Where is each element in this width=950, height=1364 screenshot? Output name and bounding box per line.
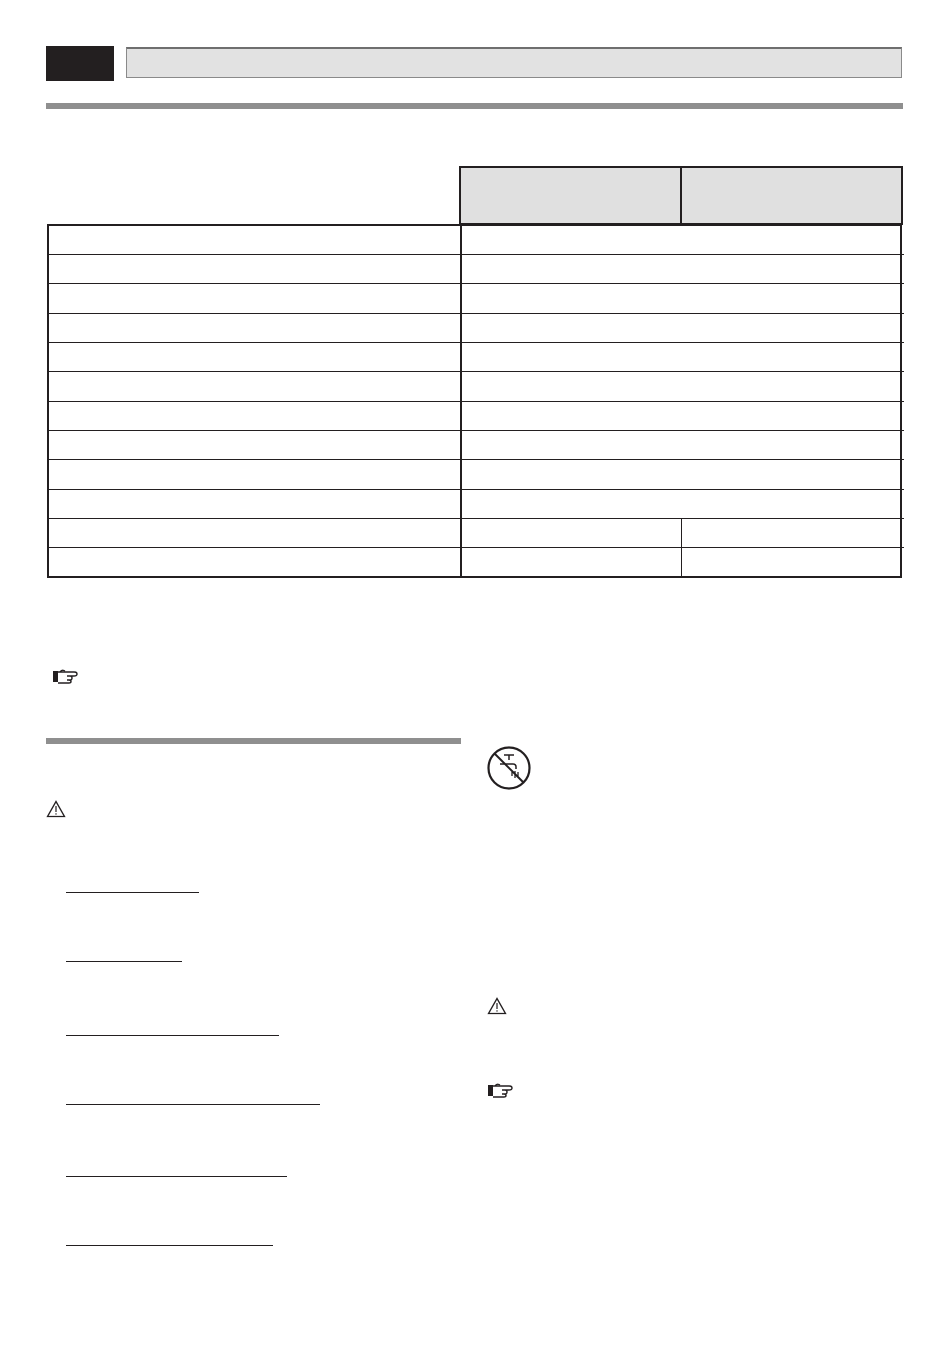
table-row: [49, 489, 904, 490]
no-water-icon: [486, 745, 532, 791]
link-underline: [66, 892, 199, 893]
link-underline: [66, 1104, 320, 1105]
link-underline: [66, 1176, 287, 1177]
table-row: [49, 518, 904, 519]
table-body: [47, 224, 902, 578]
link-underline: [66, 1245, 273, 1246]
table-row: [49, 371, 904, 372]
table-row: [49, 254, 904, 255]
table-row: [49, 459, 904, 460]
section-title-bar: [126, 47, 902, 78]
table-row: [49, 430, 904, 431]
table-row: [49, 342, 904, 343]
warning-triangle-icon: [46, 800, 66, 818]
link-underline: [66, 961, 182, 962]
section-rule: [46, 738, 461, 744]
table-row: [49, 401, 904, 402]
table-row: [49, 283, 904, 284]
warning-triangle-icon: [487, 997, 507, 1015]
pointing-hand-icon: [52, 668, 78, 684]
specification-table: [47, 166, 903, 578]
table-header-col-1: [459, 166, 682, 225]
table-row: [49, 313, 904, 314]
table-header-col-2: [680, 166, 903, 225]
pointing-hand-icon: [487, 1082, 513, 1098]
header-rule: [46, 103, 903, 109]
page-number-badge: [46, 46, 114, 81]
link-underline: [66, 1035, 279, 1036]
table-row: [49, 547, 904, 548]
